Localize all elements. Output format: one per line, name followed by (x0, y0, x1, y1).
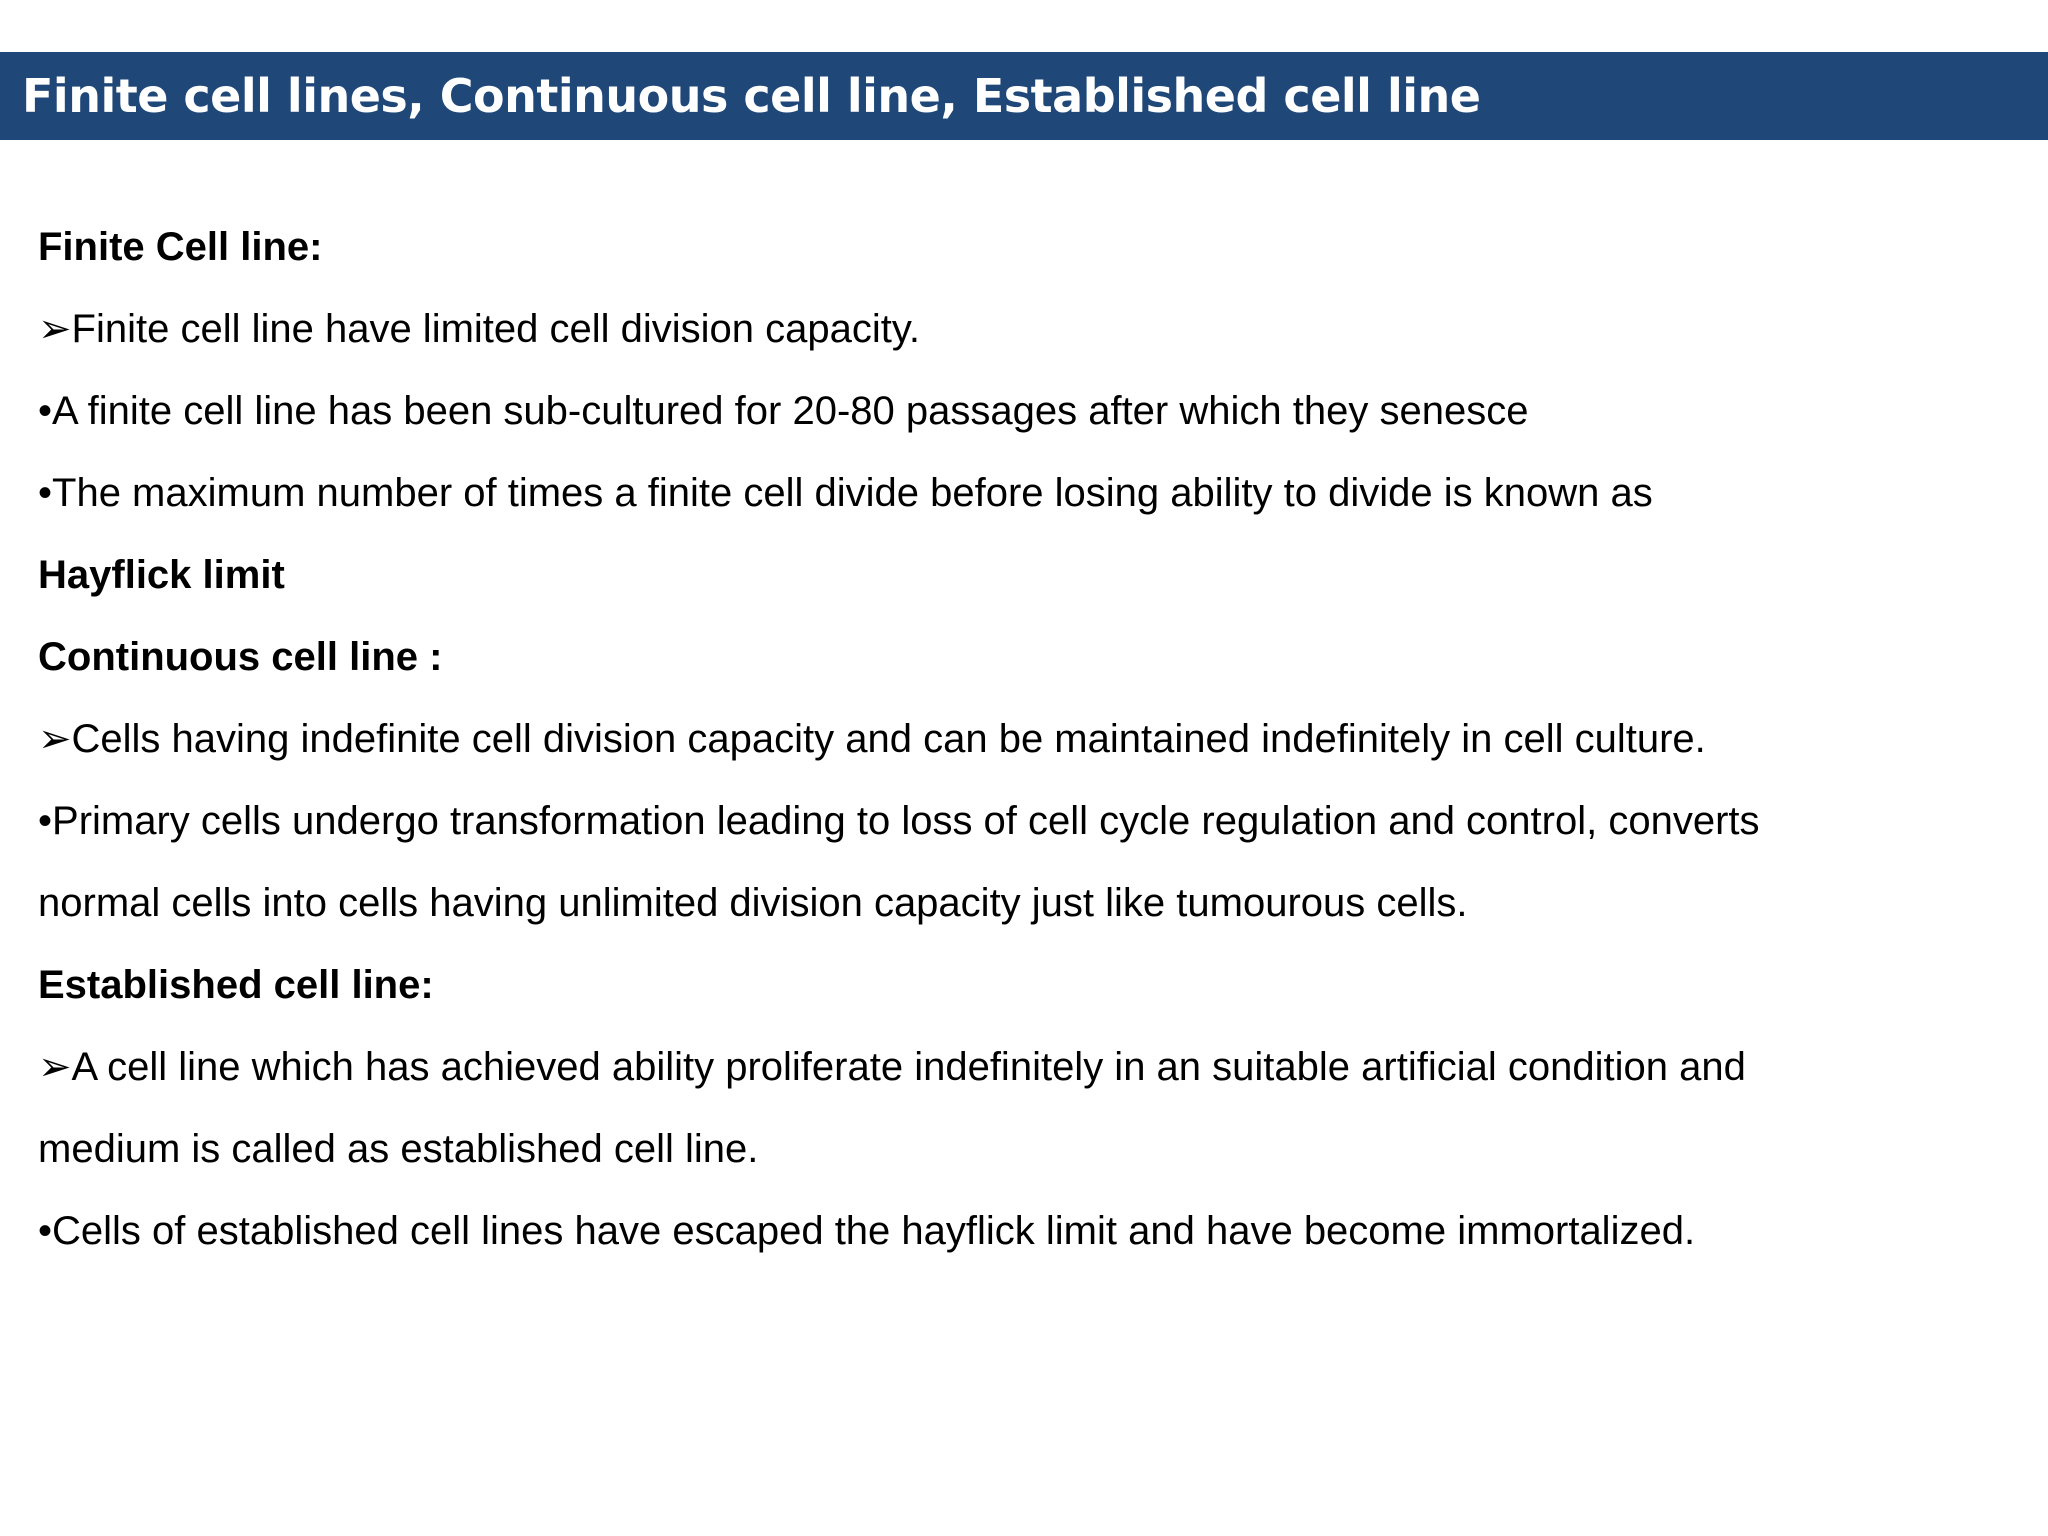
line-text: Cells having indefinite cell division capacity and can be maintained indefinitely in cell culture. (71, 717, 1706, 761)
line-text: Finite cell line have limited cell division capacity. (71, 307, 921, 351)
dot-bullet-icon: • (38, 799, 53, 843)
section-heading-finite (38, 206, 2028, 288)
line-text: Cells of established cell lines have escaped the hayflick limit and have become immortalized. (52, 1209, 1696, 1253)
arrow-item (38, 1026, 2028, 1108)
slide-title: Finite cell lines, Continuous cell line, Established cell line (22, 69, 1481, 123)
line-text: Established cell line: (38, 963, 434, 1007)
bullet-item (38, 370, 2028, 452)
line-text: Continuous cell line : (38, 635, 443, 679)
arrow-bullet-icon: ➢ (38, 717, 72, 761)
bullet-item (38, 780, 2028, 862)
arrow-item (38, 698, 2028, 780)
line-text: A finite cell line has been sub-cultured for 20-80 passages after which they senesce (52, 389, 1529, 433)
section-heading-established (38, 944, 2028, 1026)
line-text: Finite Cell line: (38, 225, 323, 269)
title-bar (0, 52, 2048, 140)
arrow-bullet-icon: ➢ (38, 1045, 72, 1089)
slide-body (38, 206, 2028, 1272)
bullet-item (38, 452, 2028, 534)
arrow-bullet-icon: ➢ (38, 307, 72, 351)
bullet-item (38, 1190, 2028, 1272)
dot-bullet-icon: • (38, 471, 53, 515)
line-text: medium is called as established cell line. (38, 1127, 759, 1171)
arrow-item (38, 288, 2028, 370)
term-hayflick-limit (38, 534, 2028, 616)
dot-bullet-icon: • (38, 1209, 53, 1253)
section-heading-continuous (38, 616, 2028, 698)
line-text: A cell line which has achieved ability proliferate indefinitely in an suitable artificial condition and (71, 1045, 1746, 1089)
dot-bullet-icon: • (38, 389, 53, 433)
line-text: Hayflick limit (38, 553, 285, 597)
bullet-continuation (38, 1108, 2028, 1190)
line-text: normal cells into cells having unlimited division capacity just like tumourous cells. (38, 881, 1468, 925)
bullet-continuation (38, 862, 2028, 944)
line-text: The maximum number of times a finite cell divide before losing ability to divide is known as (52, 471, 1653, 515)
line-text: Primary cells undergo transformation leading to loss of cell cycle regulation and control, converts (52, 799, 1760, 843)
